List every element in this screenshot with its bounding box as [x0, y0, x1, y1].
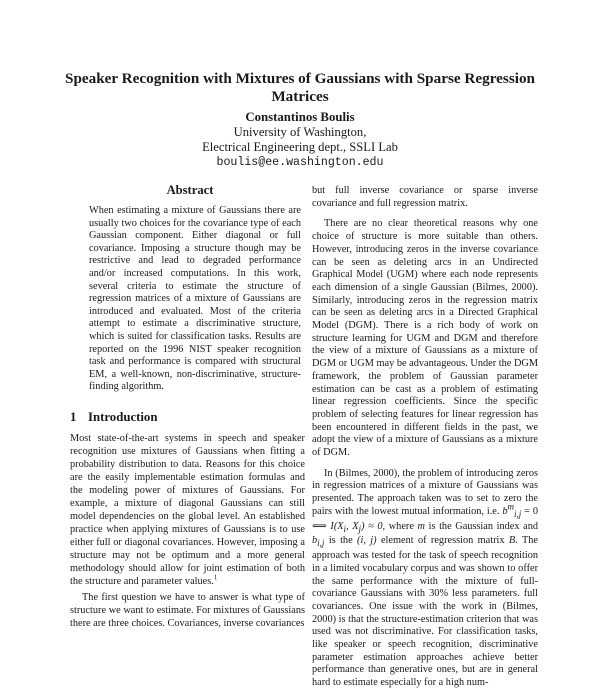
- affiliation-university: University of Washington,: [233, 125, 367, 139]
- introduction-body: [70, 432, 305, 633]
- section-heading-introduction: [70, 410, 157, 425]
- section-title: Introduction: [88, 410, 158, 424]
- footnote-marker: 1: [213, 573, 218, 582]
- p3-text-f: The approach was tested for the task of speech recognition in a limited vocabulary corpus and was shown to offer the same performance with the mixture of full-covariance Gaussians with 30% less parameters. full covariances. One issue with the work in (Bilmes, 2000) is that the structure-estimation criterion that was used was not discriminative. For classification tasks, like speaker or speech recognition, discriminative parameter estimation approaches achieve better performance than generative ones, but are in general hard to estimate especially for a high num-: [312, 535, 538, 689]
- author-name: Constantinos Boulis: [245, 110, 355, 124]
- p3-text-a: In (Bilmes, 2000), the problem of introducing zeros in regression matrices of a mixture of Gaussians was presented. The approach taken was to set to zero the pairs with the lowest mutual information, i.e.: [312, 467, 538, 517]
- p3-text-b: where: [388, 520, 414, 532]
- math-m: m: [417, 520, 425, 532]
- p3-text-c: is the Gaussian index and: [428, 520, 538, 532]
- author-email: boulis@ee.washington.edu: [216, 156, 384, 169]
- math-mutual-info: [330, 521, 385, 532]
- math-b: b: [502, 505, 508, 517]
- math-sub-j: j: [358, 523, 362, 534]
- abstract-text: When estimating a mixture of Gaussians there are usually two choices for the covariance type of each Gaussian component. Either diagonal or full covariance. Imposing a structure though may be restrictive and lead to degraded performance and/or increased computations. In this work, several criteria to estimate the structure of regression matrices of a mixture of Gaussians are introduced and evaluated. Most of the criteria attempt to estimate a discriminative structure, which is suited for classification tasks. Results are reported on the 1996 NIST speaker recognition task and performance is compared with structural EM, a well-known, non-discriminative, structure-finding algorithm.: [89, 205, 301, 393]
- right-paragraph-3: [312, 468, 538, 690]
- math-B: B.: [508, 535, 518, 547]
- section-number: 1: [70, 410, 77, 424]
- affiliation-department: Electrical Engineering dept., SSLI Lab: [202, 140, 398, 154]
- author-block: [100, 110, 500, 170]
- math-comma-x: , X: [346, 520, 359, 532]
- right-column-body: [312, 185, 538, 698]
- abstract-heading: Abstract: [166, 183, 214, 197]
- intro-paragraph-1-text: Most state-of-the-art systems in speech and speaker recognition use mixtures of Gaussians when fitting a probability distribution to data. Reasons for this choice are the easily implementable estimation formulas and the modeling power of mixtures of Gaussians. For example, a mixture of diagonal Gaussians can still model dependencies on the global level. An established practice when applying mixtures of Gaussians is to use either full or diagonal covariances. However, imposing a structure may not be optimum and a more general methodology should allow for joint estimation of both the structure and parameter values.: [70, 433, 305, 587]
- paper-title: Speaker Recognition with Mixtures of Gaussians with Sparse Regression Matrices: [65, 70, 535, 105]
- right-paragraph-2: There are no clear theoretical reasons why one choice of structure is more suitable than others. However, introducing zeros in the inverse covariance can be seen as deleting arcs in an Undirected Graphical Model (UGM) where each node represents each dimension of a single Gaussian (Bilmes, 2000). Similarly, introducing zeros in the regression matrix can be seen as deleting arcs in a Directed Graphical Model (DGM). There is a rich body of work on structure learning for UGM and DGM and therefore the view of a mixture of Gaussians as a mixture of DGM or UGM may be advantageous. Under the DGM framework, the problem of Gaussian parameter estimation can be cast as a problem of estimating linear regression coefficients. Since the specific problem of selecting features for linear regression has been encountered in different fields in the past, we adopt the view of a mixture of Gaussians as a mixture of DGM.: [312, 218, 538, 459]
- right-paragraph-1: but full inverse covariance or sparse inverse covariance and full regression matrix.: [312, 185, 538, 209]
- p3-text-d: is the: [328, 535, 353, 547]
- math-bij-sub: i,j: [317, 538, 325, 549]
- intro-paragraph-2: The first question we have to answer is what type of structure we want to estimate. For mixtures of Gaussians there are three choices. Covariances, inverse covariances: [70, 592, 305, 629]
- math-i-x: I(X: [330, 520, 344, 532]
- math-b-sup: m: [507, 501, 514, 512]
- math-ij: (i, j): [357, 535, 377, 547]
- math-bij-b: b: [312, 535, 318, 547]
- math-b-ij: [502, 501, 522, 519]
- math-sub-i: i: [343, 523, 347, 534]
- math-b-sub: i,j: [514, 508, 522, 519]
- intro-paragraph-1: [70, 432, 305, 588]
- math-bij-inline: [312, 535, 325, 549]
- math-approx: ) ≈ 0,: [361, 520, 386, 532]
- p3-text-e: element of regression matrix: [380, 535, 505, 547]
- math-equiv: = 0 ⟺: [312, 505, 538, 532]
